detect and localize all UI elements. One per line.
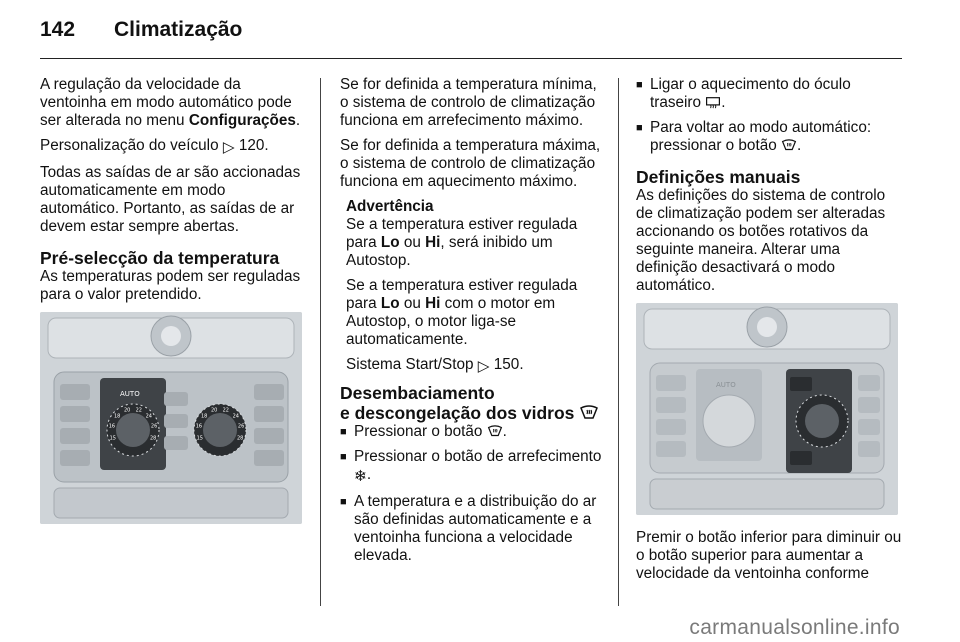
dial-temperature-label: 20 (211, 407, 218, 414)
dial-temperature-label: 28 (150, 435, 157, 442)
column-divider-1 (320, 78, 321, 606)
bullet-list (340, 423, 608, 565)
page-header (40, 18, 242, 42)
windscreen-defrost-icon (579, 405, 599, 421)
paragraph: As temperaturas podem ser reguladas para o valor pretendido. (40, 268, 301, 303)
text: . (366, 466, 372, 483)
text: Se a temperatura estiver regulada para (346, 216, 578, 251)
climate-panel-image (40, 312, 302, 524)
text: Pressionar o botão (354, 423, 487, 440)
text: . (295, 112, 301, 129)
heading-line-1: Desembaciamento (340, 383, 495, 403)
header-rule (40, 58, 902, 59)
page-number: 142 (40, 18, 76, 41)
list-item (636, 119, 904, 155)
text: ou (399, 234, 426, 251)
lo-label: Lo (380, 295, 400, 312)
rear-window-heating-icon (705, 96, 721, 109)
text: Sistema Start/Stop (346, 356, 478, 373)
page-ref-icon: ▷ (477, 358, 490, 375)
paragraph: Todas as saídas de ar são accionadas automaticamente em modo automático. Portanto, as saídas de ar devem estar sempre abertas. (40, 164, 301, 235)
page-ref[interactable]: 120 (238, 137, 265, 154)
paragraph (40, 76, 308, 130)
section-heading: Pré-selecção da temperatura (40, 248, 280, 268)
text: . (502, 423, 507, 440)
warning-paragraph (346, 216, 608, 270)
page-ref-icon: ▷ (222, 139, 235, 156)
list-item (340, 448, 608, 486)
dial-temperature-label: 28 (237, 435, 244, 442)
dial-temperature-label: 22 (222, 407, 229, 414)
windscreen-defrost-icon (781, 139, 797, 152)
watermark: carmanualsonline.info (689, 616, 900, 639)
list-item (340, 423, 608, 441)
text: Para voltar ao modo automático: pressionar o botão (650, 119, 872, 154)
page-title: Climatização (114, 18, 243, 41)
text: , será inibido um Autostop. (346, 234, 553, 269)
text: Ligar o aquecimento do óculo traseiro (650, 76, 851, 111)
text: ou (399, 295, 426, 312)
cooling-snowflake-icon: ❄ (354, 468, 367, 485)
list-item (636, 76, 904, 112)
dial-temperature-label: 20 (124, 407, 131, 414)
heading-line-2: e descongelação dos vidros (340, 403, 575, 423)
text: . (796, 137, 802, 154)
lo-label: Lo (380, 234, 400, 251)
fan-speed-panel-image (636, 303, 898, 515)
dial-temperature-label: 24 (145, 413, 152, 420)
paragraph (40, 137, 308, 157)
paragraph: Se for definida a temperatura mínima, o sistema de controlo de climatização funciona em arrefecimento máximo. (340, 76, 597, 129)
dial-temperature-label: 18 (114, 413, 121, 420)
column-divider-2 (618, 78, 619, 606)
dial-temperature-label: 26 (150, 423, 158, 430)
dial-temperature-label: 22 (135, 407, 142, 414)
text: A regulação da velocidade da ventoinha em modo automático pode ser alterada no menu (40, 76, 292, 129)
auto-button-label: AUTO (716, 381, 736, 389)
bullet-list (636, 76, 904, 155)
hi-label: Hi (425, 295, 441, 312)
warning-title: Advertência (346, 198, 434, 215)
dial-temperature-label: 24 (232, 413, 239, 420)
dial-temperature-label: 16 (108, 423, 116, 430)
paragraph: As definições do sistema de controlo de climatização podem ser alteradas accionando os botões rotativos da seguinte maneira. Alterar uma definição desactivará o modo automático. (636, 187, 886, 294)
dial-temperature-label: 18 (201, 413, 208, 420)
dial-temperature-label: 15 (196, 435, 203, 442)
section-heading: Definições manuais (636, 167, 801, 187)
hi-label: Hi (425, 234, 441, 251)
menu-name: Configurações (188, 112, 296, 129)
text: . (519, 356, 524, 373)
warning-paragraph (346, 277, 608, 349)
page-ref[interactable]: 150 (493, 356, 520, 373)
text: . (264, 137, 269, 154)
paragraph: Premir o botão inferior para diminuir ou o botão superior para aumentar a velocidade da ventoinha conforme (636, 529, 902, 582)
text: com o motor em Autostop, o motor liga-se automaticamente. (346, 295, 556, 348)
text: Personalização do veículo (40, 137, 223, 154)
paragraph: Se for definida a temperatura máxima, o sistema de controlo de climatização funciona em aquecimento máximo. (340, 137, 601, 190)
column-3 (636, 76, 904, 590)
windscreen-defrost-icon (487, 425, 503, 438)
text: . (721, 94, 726, 111)
column-2 (340, 76, 608, 572)
column-1 (40, 76, 308, 524)
dial-temperature-label: 26 (237, 423, 245, 430)
warning-box (346, 198, 608, 376)
auto-button-label: AUTO (120, 390, 140, 398)
text: Pressionar o botão de arrefecimento (354, 448, 602, 465)
warning-paragraph (346, 356, 608, 376)
dial-temperature-label: 16 (195, 423, 203, 430)
dial-temperature-label: 15 (109, 435, 116, 442)
list-item: ■ A temperatura e a distribuição do ar são definidas automaticamente e a ventoinha funciona a velocidade elevada. (340, 493, 608, 565)
text: Se a temperatura estiver regulada para (346, 277, 578, 312)
section-heading (340, 383, 608, 423)
